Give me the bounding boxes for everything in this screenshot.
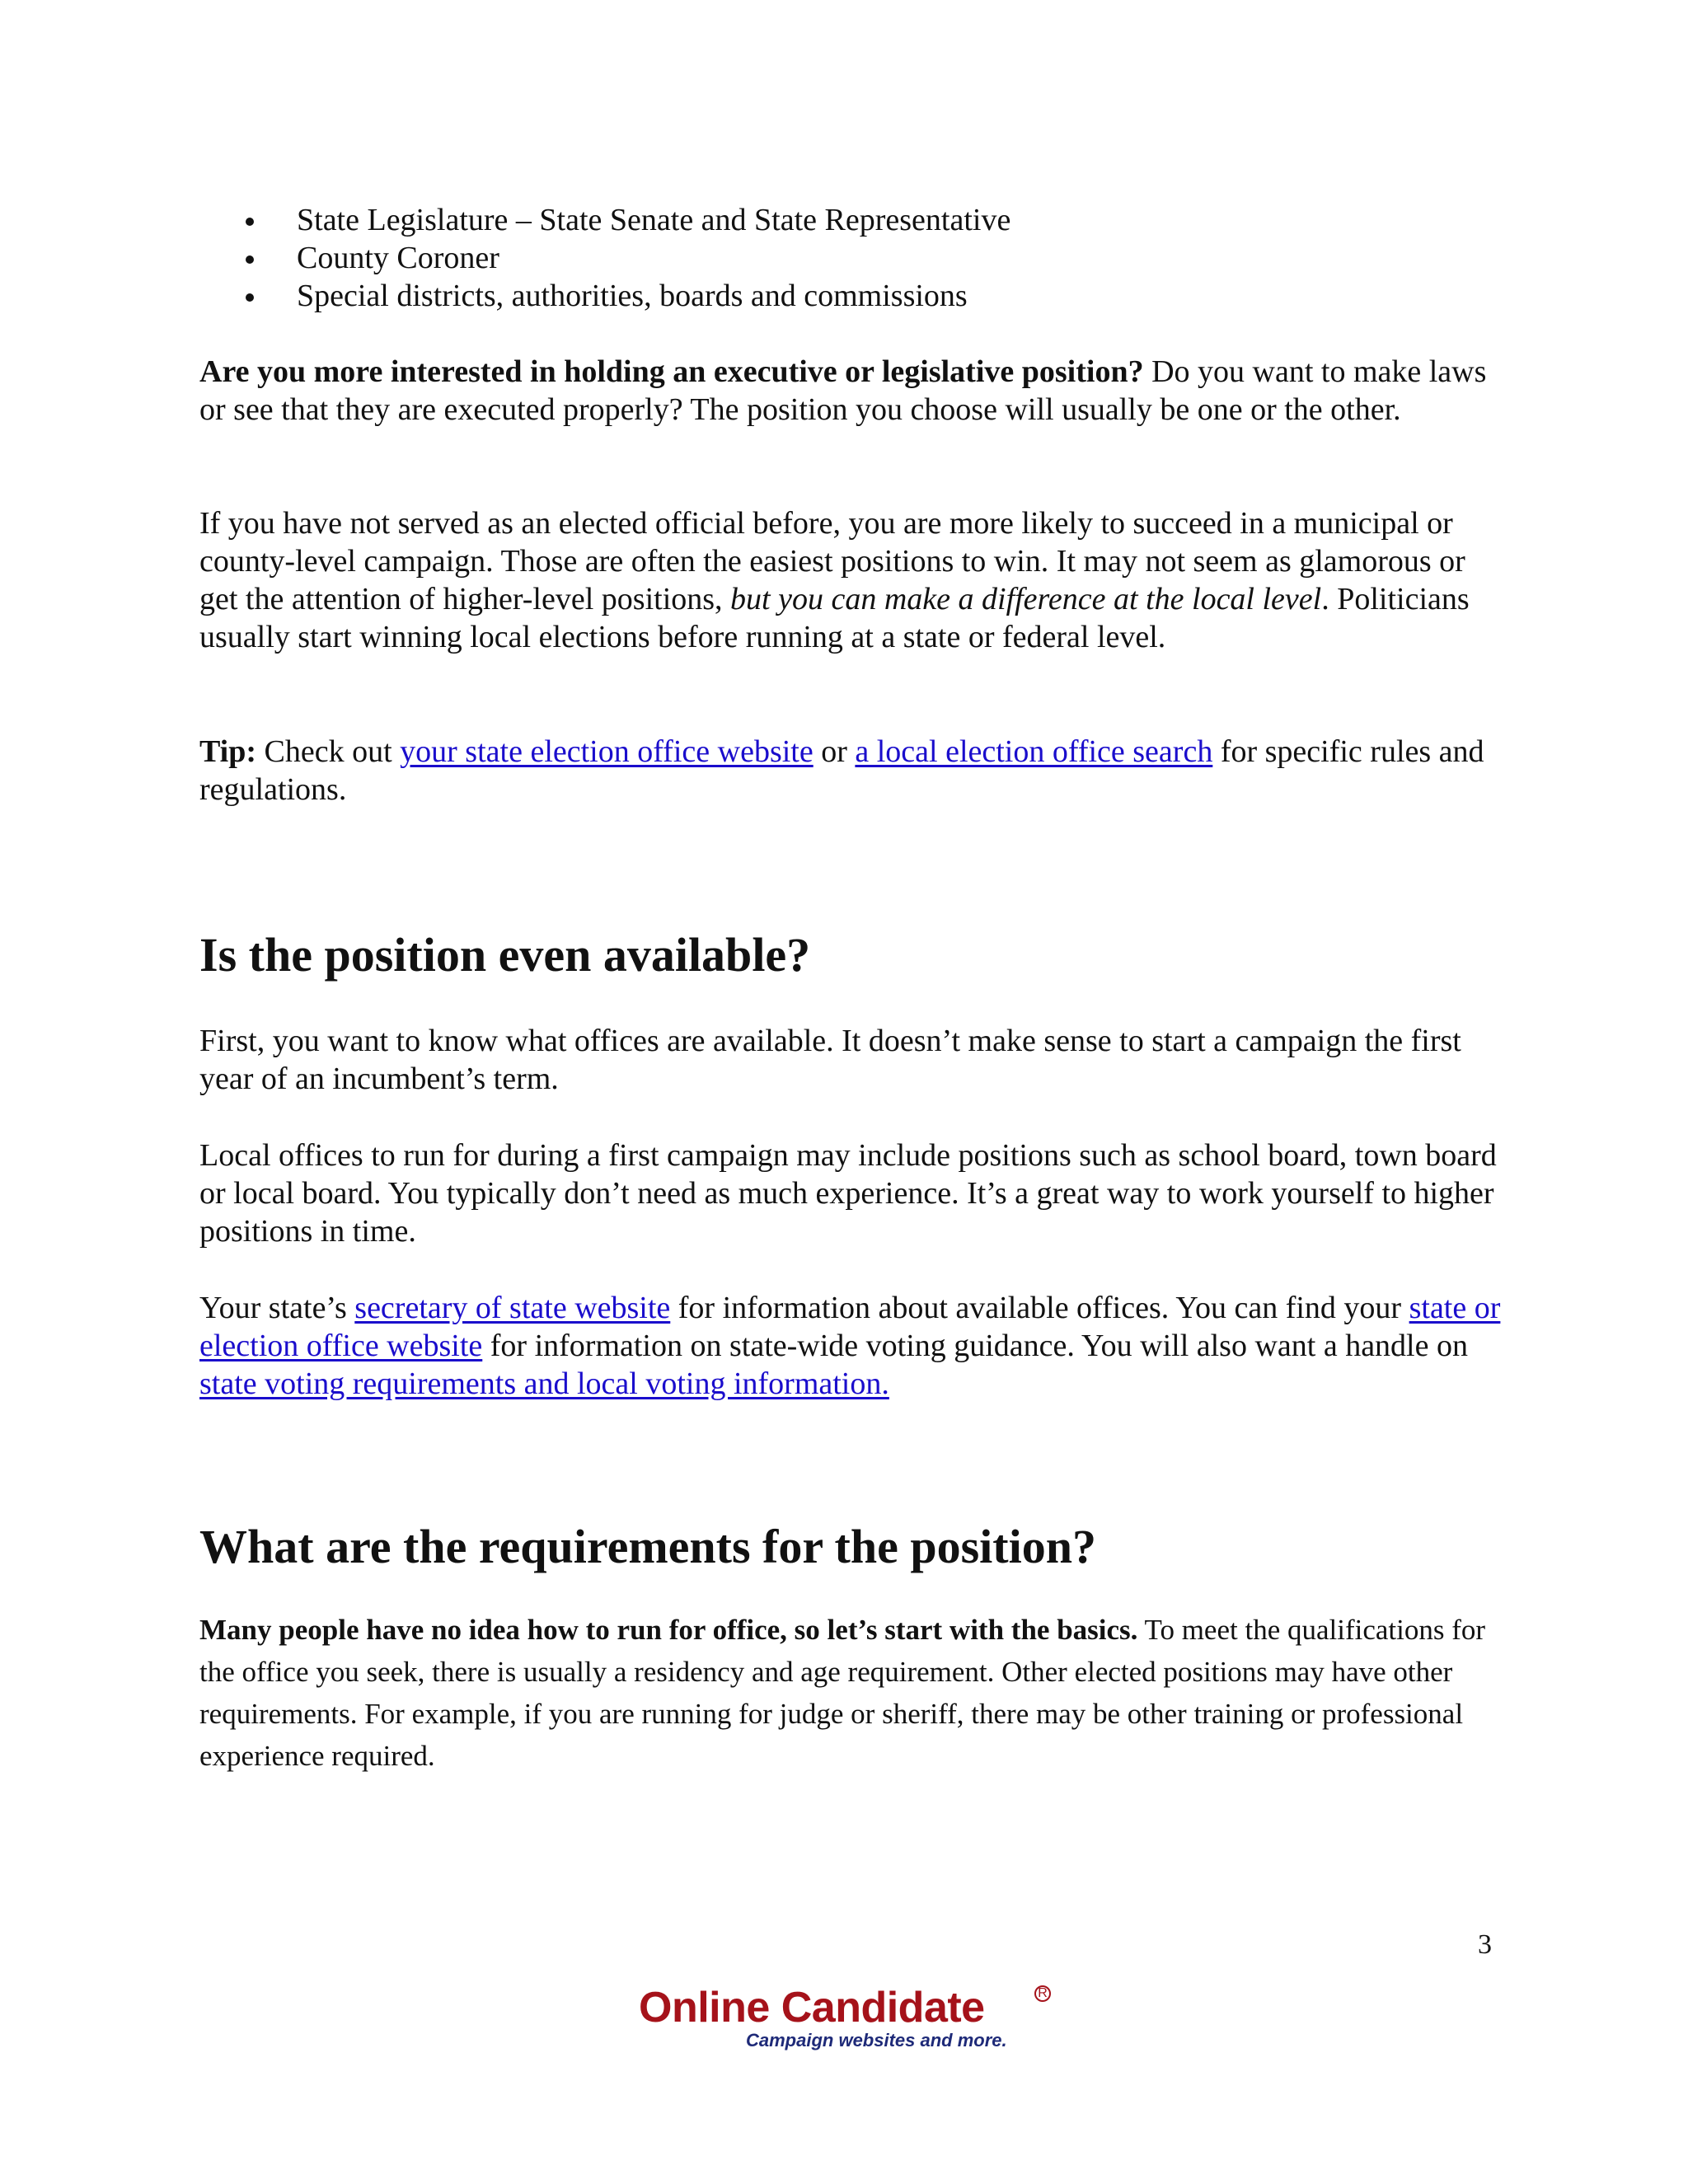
state-websites-paragraph: Your state’s secretary of state website for information about available offices. You can find your state or election office website for information on state-wide voting guidance. You will also want a handle on state voting requirements and local voting information. bbox=[199, 1291, 1501, 1401]
online-candidate-logo bbox=[639, 1982, 1067, 2056]
requirements-paragraph: Many people have no idea how to run for office, so let’s start with the basics. To meet the qualifications for the office you seek, there is usually a residency and age requirement. Other elected positions may have other requirements. For example, if you are running for judge or sheriff, there may be other training or professional experience required. bbox=[199, 1614, 1486, 1772]
logo-wordmark: Online Candidate bbox=[639, 1984, 985, 2032]
executive-legislative-paragraph: Are you more interested in holding an executive or legislative position? Do you want to make laws or see that they are executed properly? The position you choose will usually be one or the other. bbox=[199, 354, 1487, 427]
logo-tagline: Campaign websites and more. bbox=[746, 2030, 1007, 2050]
bold-lead-in: Are you more interested in holding an executive or legislative position? bbox=[199, 354, 1144, 389]
local-offices-paragraph: Local offices to run for during a first campaign may include positions such as school board, town board or local board. You typically don’t need as much experience. It’s a great way to work yourself to higher positions in time. bbox=[199, 1138, 1497, 1249]
state-election-office-website-link[interactable]: state or election office website bbox=[199, 1291, 1501, 1363]
bold-lead-in: Many people have no idea how to run for office, so let’s start with the basics. bbox=[199, 1614, 1138, 1646]
state-voting-requirements-link[interactable]: state voting requirements and local voting information. bbox=[199, 1366, 889, 1401]
bullet-icon bbox=[246, 293, 254, 302]
list-item: County Coroner bbox=[199, 239, 1502, 277]
tip-paragraph: Tip: Check out your state election office website or a local election office search for specific rules and regulations. bbox=[199, 734, 1484, 807]
local-election-office-search-link[interactable]: a local election office search bbox=[855, 734, 1213, 769]
section-heading-availability: Is the position even available? bbox=[199, 928, 811, 982]
bullet-icon bbox=[246, 218, 254, 226]
available-offices-paragraph: First, you want to know what offices are available. It doesn’t make sense to start a campaign the first year of an incumbent’s term. bbox=[199, 1024, 1461, 1096]
bullet-icon bbox=[246, 255, 254, 264]
office-bullet-list bbox=[199, 201, 1502, 315]
list-item: State Legislature – State Senate and State Representative bbox=[199, 201, 1502, 239]
list-item: Special districts, authorities, boards and commissions bbox=[199, 277, 1502, 315]
state-election-office-link[interactable]: your state election office website bbox=[400, 734, 814, 769]
municipal-campaign-paragraph: If you have not served as an elected official before, you are more likely to succeed in a municipal or county-level campaign. Those are often the easiest positions to win. It may not seem as glamorous or get the attention of higher-level positions, but you can make a difference at the local level. Politicians usually start winning local elections before running at a state or federal level. bbox=[199, 506, 1470, 654]
secretary-of-state-link[interactable]: secretary of state website bbox=[354, 1291, 671, 1325]
page-number: 3 bbox=[1478, 1929, 1492, 1960]
section-heading-requirements: What are the requirements for the position? bbox=[199, 1520, 1096, 1573]
tip-label: Tip: bbox=[199, 734, 257, 769]
registered-mark-icon: R bbox=[1034, 1985, 1051, 2002]
italic-emphasis: but you can make a difference at the local level bbox=[730, 582, 1322, 616]
